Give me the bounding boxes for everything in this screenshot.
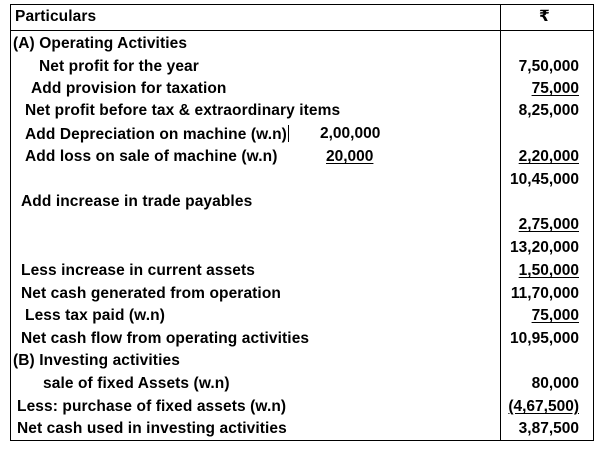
header-divider	[11, 30, 593, 31]
row-label: Net cash generated from operation	[21, 285, 281, 302]
row-amount: 10,45,000	[510, 171, 579, 188]
row-amount: 75,000	[531, 80, 579, 97]
row-amount: 11,70,000	[510, 285, 579, 302]
row-label: Net cash used in investing activities	[17, 420, 287, 437]
header-particulars: Particulars	[15, 8, 97, 25]
row-label: Less: purchase of fixed assets (w.n)	[17, 398, 287, 415]
text-cursor	[288, 125, 289, 142]
row-label: Less increase in current assets	[21, 262, 256, 279]
row-label: Add provision for taxation	[31, 80, 227, 97]
row-label: Net profit before tax & extraordinary items	[25, 102, 341, 119]
row-amount: 3,87,500	[518, 420, 579, 437]
row-amount: 1,50,000	[518, 262, 579, 279]
row-amount: 75,000	[531, 307, 579, 324]
row-amount: 2,75,000	[518, 216, 579, 233]
row-amount: 7,50,000	[518, 58, 579, 75]
section-b-title: (B) Investing activities	[13, 352, 180, 369]
row-label: sale of fixed Assets (w.n)	[43, 375, 230, 392]
row-amount: 2,20,000	[518, 148, 579, 165]
row-amount: (4,67,500)	[508, 398, 579, 415]
row-label: Less tax paid (w.n)	[25, 307, 165, 324]
row-sub-amount: 20,000	[326, 148, 374, 165]
section-a-title: (A) Operating Activities	[13, 35, 188, 52]
header-currency-symbol: ₹	[539, 8, 550, 25]
row-amount: 8,25,000	[518, 102, 579, 119]
row-label: Add loss on sale of machine (w.n)	[25, 148, 278, 165]
cash-flow-table	[10, 4, 594, 441]
row-amount: 10,95,000	[510, 330, 579, 347]
row-label: Add increase in trade payables	[21, 193, 253, 210]
row-label-text: Add Depreciation on machine (w.n)	[25, 126, 287, 143]
row-label: Net cash flow from operating activities	[21, 330, 310, 347]
row-amount: 80,000	[531, 375, 579, 392]
row-label	[25, 125, 290, 144]
row-sub-amount: 2,00,000	[320, 125, 381, 142]
row-label: Net profit for the year	[39, 58, 199, 75]
column-divider	[500, 5, 501, 440]
row-amount: 13,20,000	[510, 239, 579, 256]
